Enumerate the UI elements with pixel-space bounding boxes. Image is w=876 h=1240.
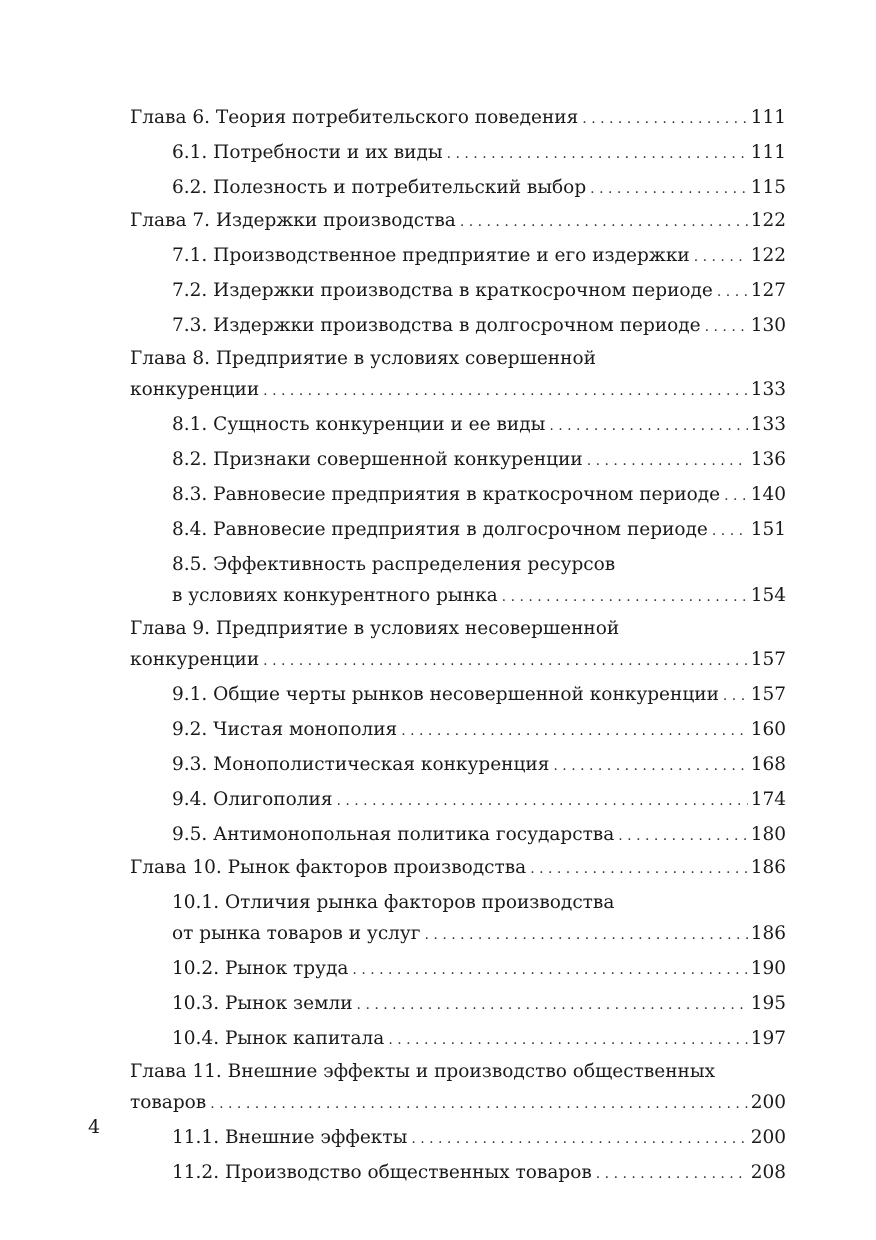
dot-leader (596, 1157, 748, 1190)
toc-entry-title: в условиях конкурентного рынка (172, 585, 498, 606)
toc-entry-line (172, 444, 786, 477)
dot-leader (210, 1087, 747, 1120)
toc-entry-title: 7.3. Издержки производства в долгосрочном периоде (172, 315, 701, 336)
dot-leader (724, 479, 748, 512)
toc-section-entry[interactable] (130, 679, 786, 712)
toc-entry-title-line: 8.5. Эффективность распределения ресурсов (172, 554, 616, 575)
toc-entry-title: 9.2. Чистая монополия (172, 719, 398, 740)
toc-entry-line (130, 852, 786, 885)
toc-entry-line (172, 310, 786, 343)
dot-leader (723, 679, 748, 712)
toc-entry-title: 7.1. Производственное предприятие и его издержки (172, 245, 690, 266)
dot-leader (447, 137, 748, 170)
toc-entry-line (172, 918, 786, 951)
dot-leader (357, 988, 748, 1021)
toc-entry-title: 9.4. Олигополия (172, 789, 333, 810)
toc-page-number: 200 (750, 1092, 786, 1113)
toc-entry-line (172, 988, 786, 1021)
toc-page-number: 186 (750, 857, 786, 878)
toc-section-entry[interactable] (130, 1122, 786, 1155)
toc-page-number: 130 (750, 315, 786, 336)
toc-section-entry[interactable] (130, 514, 786, 547)
toc-entry-line (172, 1157, 786, 1190)
dot-leader (582, 102, 747, 135)
dot-leader (460, 205, 748, 238)
toc-entry-line (172, 1023, 786, 1056)
toc-entry-title: 10.3. Рынок земли (172, 993, 353, 1014)
toc-entry-title: 6.1. Потребности и их виды (172, 142, 443, 163)
toc-page-number: 115 (750, 177, 786, 198)
toc-entry-line (172, 679, 786, 712)
dot-leader (717, 275, 748, 308)
toc-page-number: 160 (750, 719, 786, 740)
toc-entry-line (172, 514, 786, 547)
toc-entry-title: 6.2. Полезность и потребительский выбор (172, 177, 587, 198)
toc-chapter-entry[interactable] (130, 613, 786, 677)
toc-page-number: 200 (750, 1127, 786, 1148)
dot-leader (502, 580, 748, 613)
toc-page-number: 208 (750, 1162, 786, 1183)
toc-chapter-entry[interactable] (130, 102, 786, 135)
toc-page-number: 186 (750, 923, 786, 944)
toc-entry-title: товаров (130, 1092, 207, 1113)
toc-entry-line (172, 953, 786, 986)
dot-leader (388, 1023, 747, 1056)
dot-leader (590, 172, 748, 205)
toc-entry-line (172, 409, 786, 442)
toc-entry-line (172, 580, 786, 613)
toc-section-entry[interactable] (130, 819, 786, 852)
toc-entry-line (172, 275, 786, 308)
toc-entry-title: от рынка товаров и услуг (172, 923, 421, 944)
toc-entry-title: конкуренции (130, 379, 260, 400)
dot-leader (336, 784, 747, 817)
toc-entry-title: Глава 6. Теория потребительского поведения (130, 107, 579, 128)
dot-leader (553, 749, 747, 782)
dot-leader (705, 310, 748, 343)
toc-entry-line (130, 1087, 786, 1120)
toc-page-number: 197 (750, 1028, 786, 1049)
toc-section-entry[interactable] (130, 549, 786, 613)
toc-chapter-entry[interactable] (130, 852, 786, 885)
toc-chapter-entry[interactable] (130, 1056, 786, 1120)
toc-entry-line (130, 102, 786, 135)
toc-entry-title: Глава 7. Издержки производства (130, 210, 456, 231)
toc-entry-line (172, 749, 786, 782)
dot-leader (587, 444, 748, 477)
toc-entry-title: Глава 10. Рынок факторов производства (130, 857, 527, 878)
toc-entry-title: 9.3. Монополистическая конкуренция (172, 754, 550, 775)
toc-entry-line (172, 172, 786, 205)
dot-leader (712, 514, 748, 547)
toc-section-entry[interactable] (130, 479, 786, 512)
toc-section-entry[interactable] (130, 310, 786, 343)
toc-page-number: 122 (750, 245, 786, 266)
toc-page-number: 127 (750, 280, 786, 301)
toc-page-number: 195 (750, 993, 786, 1014)
toc-section-entry[interactable] (130, 749, 786, 782)
toc-entry-title: 9.1. Общие черты рынков несовершенной конкуренции (172, 684, 719, 705)
toc-entry-line (172, 479, 786, 512)
toc-page-number: 133 (750, 414, 786, 435)
toc-entry-title: 8.4. Равновесие предприятия в долгосрочном периоде (172, 519, 708, 540)
toc-entry-title-line: Глава 11. Внешние эффекты и производство общественных (130, 1061, 716, 1082)
toc-entry-line (172, 819, 786, 852)
toc-section-entry[interactable] (130, 172, 786, 205)
toc-entry-title: 7.2. Издержки производства в краткосрочном периоде (172, 280, 713, 301)
toc-entry-title: 9.5. Антимонопольная политика государства (172, 824, 615, 845)
toc-entry-title: 10.4. Рынок капитала (172, 1028, 385, 1049)
dot-leader (263, 644, 748, 677)
toc-entry-line (130, 644, 786, 677)
toc-page-number: 154 (750, 585, 786, 606)
toc-entry-title-line: 10.1. Отличия рынка факторов производства (172, 892, 615, 913)
toc-page-number: 111 (750, 142, 786, 163)
table-of-contents (130, 102, 786, 1190)
toc-page-number: 151 (750, 519, 786, 540)
toc-section-entry[interactable] (130, 137, 786, 170)
toc-section-entry[interactable] (130, 784, 786, 817)
toc-entry-title: 10.2. Рынок труда (172, 958, 349, 979)
dot-leader (694, 240, 748, 273)
dot-leader (530, 852, 748, 885)
page-number: 4 (88, 1116, 101, 1138)
toc-section-entry[interactable] (130, 275, 786, 308)
toc-page-number: 157 (750, 684, 786, 705)
toc-section-entry[interactable] (130, 988, 786, 1021)
toc-entry-title: 11.2. Производство общественных товаров (172, 1162, 592, 1183)
toc-section-entry[interactable] (130, 714, 786, 747)
toc-chapter-entry[interactable] (130, 205, 786, 238)
toc-page-number: 133 (750, 379, 786, 400)
toc-page-number: 157 (750, 649, 786, 670)
dot-leader (411, 1122, 747, 1155)
dot-leader (263, 374, 748, 407)
toc-entry-line (172, 137, 786, 170)
toc-entry-line (172, 240, 786, 273)
toc-entry-title: 11.1. Внешние эффекты (172, 1127, 408, 1148)
toc-entry-line (172, 1122, 786, 1155)
dot-leader (425, 918, 748, 951)
toc-section-entry[interactable] (130, 887, 786, 951)
toc-entry-line (130, 374, 786, 407)
dot-leader (352, 953, 747, 986)
toc-entry-title: 8.2. Признаки совершенной конкуренции (172, 449, 583, 470)
toc-page-number: 174 (750, 789, 786, 810)
toc-entry-line (130, 205, 786, 238)
toc-section-entry[interactable] (130, 240, 786, 273)
toc-entry-title: конкуренции (130, 649, 260, 670)
toc-section-entry[interactable] (130, 953, 786, 986)
toc-chapter-entry[interactable] (130, 343, 786, 407)
toc-section-entry[interactable] (130, 1023, 786, 1056)
toc-page-number: 111 (750, 107, 786, 128)
toc-entry-title: 8.3. Равновесие предприятия в краткосрочном периоде (172, 484, 721, 505)
dot-leader (401, 714, 747, 747)
toc-page-number: 136 (750, 449, 786, 470)
toc-entry-title-line: Глава 8. Предприятие в условиях совершенной (130, 348, 596, 369)
toc-entry-title-line: Глава 9. Предприятие в условиях несовершенной (130, 618, 620, 639)
toc-page-number: 122 (750, 210, 786, 231)
toc-section-entry[interactable] (130, 409, 786, 442)
toc-page-number: 180 (750, 824, 786, 845)
toc-entry-line (172, 784, 786, 817)
toc-section-entry[interactable] (130, 1157, 786, 1190)
toc-section-entry[interactable] (130, 444, 786, 477)
dot-leader (549, 409, 747, 442)
toc-entry-line (172, 714, 786, 747)
toc-page-number: 190 (750, 958, 786, 979)
dot-leader (618, 819, 747, 852)
toc-page-number: 168 (750, 754, 786, 775)
toc-page-number: 140 (750, 484, 786, 505)
toc-entry-title: 8.1. Сущность конкуренции и ее виды (172, 414, 546, 435)
